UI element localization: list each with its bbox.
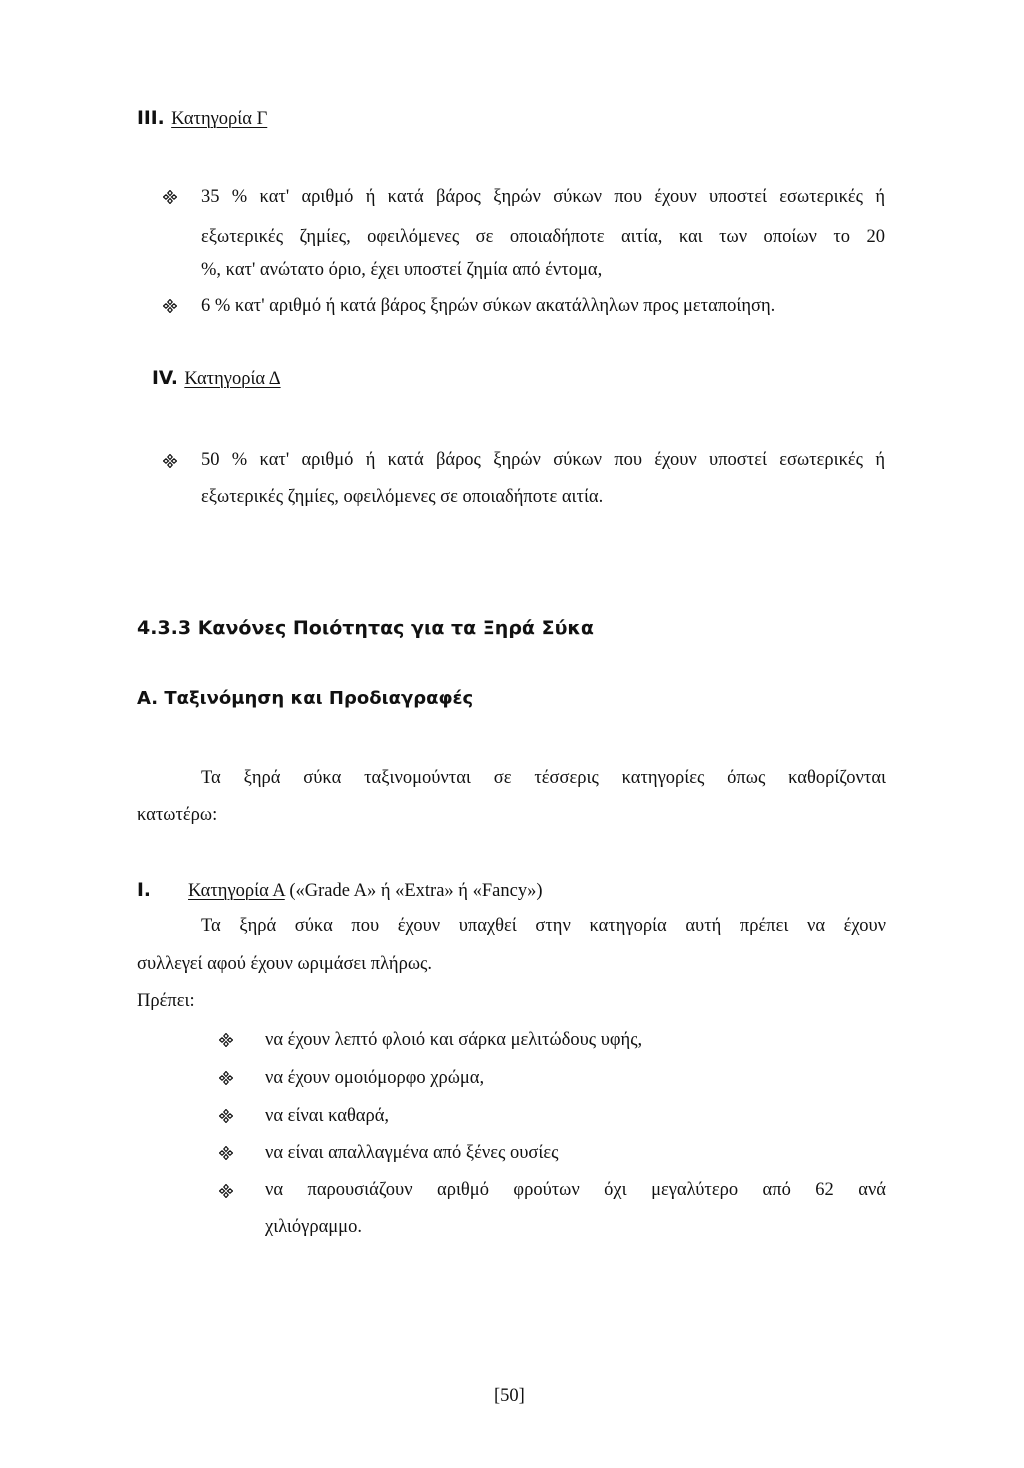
list-item: να είναι καθαρά,: [265, 1106, 390, 1126]
text-line: εξωτερικές ζημίες, οφειλόμενες σε οποιαδήποτε αιτία, και των οποίων το 20: [201, 227, 885, 247]
text-line: 50 % κατ' αριθμό ή κατά βάρος ξηρών σύκων που έχουν υποστεί εσωτερικές ή: [201, 450, 885, 470]
list-item: να παρουσιάζουν αριθμό φρούτων όχι μεγαλύτερο από 62 ανά: [265, 1180, 886, 1200]
section-heading-iii: [137, 108, 267, 130]
list-item: να είναι απαλλαγμένα από ξένες ουσίες: [265, 1143, 559, 1163]
bullet-icon: [219, 1146, 233, 1160]
text-line: 35 % κατ' αριθμό ή κατά βάρος ξηρών σύκων που έχουν υποστεί εσωτερικές ή: [201, 187, 885, 207]
section-heading-iv: [152, 368, 281, 390]
list-item: να έχουν λεπτό φλοιό και σάρκα μελιτώδους υφής,: [265, 1030, 643, 1050]
text-line: κατωτέρω:: [137, 805, 218, 825]
text-line: 6 % κατ' αριθμό ή κατά βάρος ξηρών σύκων ακατάλληλων προς μεταποίηση.: [201, 296, 776, 316]
section-number: III.: [137, 108, 165, 129]
text-line: Πρέπει:: [137, 991, 195, 1011]
section-title: Κατηγορία Δ: [184, 369, 281, 389]
text-line: εξωτερικές ζημίες, οφειλόμενες σε οποιαδήποτε αιτία.: [201, 487, 604, 507]
subsection-heading: 4.3.3 Κανόνες Ποιότητας για τα Ξηρά Σύκα: [137, 617, 594, 639]
section-title-line: [188, 880, 542, 902]
text-line: Τα ξηρά σύκα που έχουν υπαχθεί στην κατηγορία αυτή πρέπει να έχουν: [201, 916, 886, 936]
section-title: Κατηγορία Γ: [171, 109, 268, 129]
page-number: [50]: [494, 1386, 525, 1406]
section-title: Κατηγορία Α: [188, 881, 285, 901]
text-line: Τα ξηρά σύκα ταξινομούνται σε τέσσερις κατηγορίες όπως καθορίζονται: [201, 768, 886, 788]
bullet-icon: [219, 1033, 233, 1047]
bullet-icon: [219, 1109, 233, 1123]
bullet-icon: [163, 190, 177, 204]
list-item: να έχουν ομοιόμορφο χρώμα,: [265, 1068, 485, 1088]
section-number: IV.: [152, 368, 178, 389]
section-number: I.: [137, 880, 151, 901]
bullet-icon: [219, 1184, 233, 1198]
section-title-suffix: («Grade A» ή «Extra» ή «Fancy»): [284, 881, 543, 901]
bullet-icon: [163, 299, 177, 313]
bullet-icon: [219, 1071, 233, 1085]
list-item: χιλιόγραμμο.: [265, 1217, 362, 1237]
text-line: %, κατ' ανώτατο όριο, έχει υποστεί ζημία από έντομα,: [201, 260, 603, 280]
paragraph-heading: A. Ταξινόμηση και Προδιαγραφές: [137, 688, 474, 709]
section-heading-i: [137, 880, 151, 902]
bullet-icon: [163, 454, 177, 468]
text-line: συλλεγεί αφού έχουν ωριμάσει πλήρως.: [137, 954, 432, 974]
